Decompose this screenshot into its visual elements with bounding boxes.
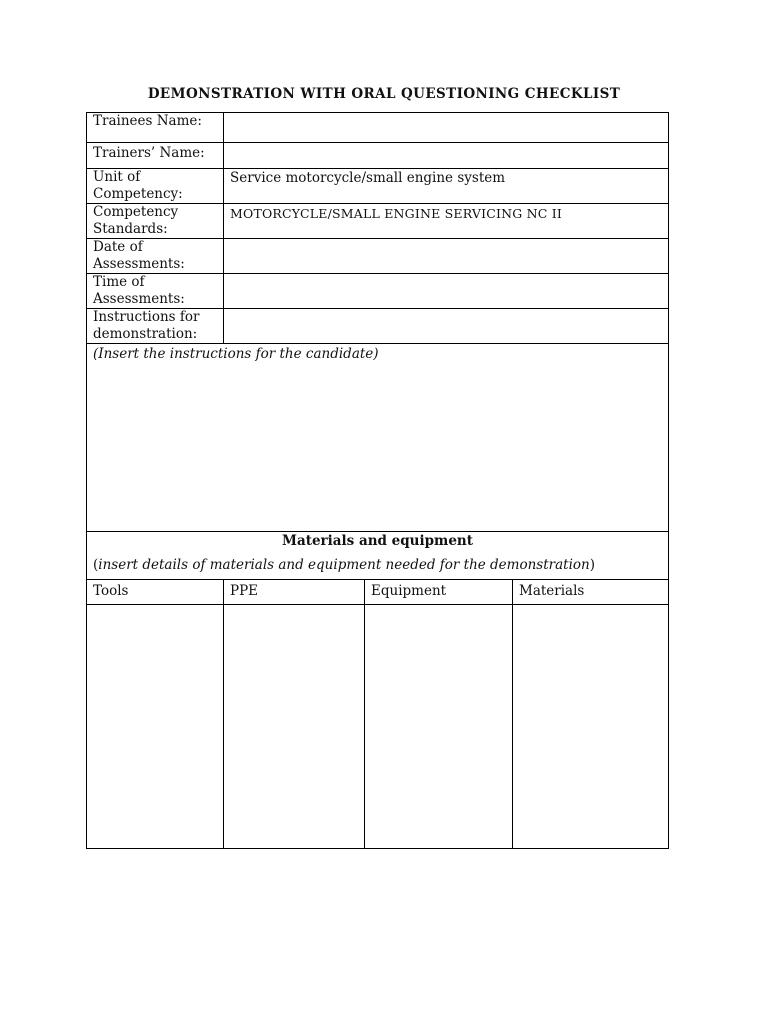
standards-label-line-2: Standards: xyxy=(93,221,168,237)
unit-label-line-1: Unit of xyxy=(93,169,141,185)
trainee-name-row xyxy=(87,113,669,143)
column-header-materials: Materials xyxy=(513,580,669,605)
checklist-table xyxy=(86,112,669,849)
standards-label-line-1: Competency xyxy=(93,204,179,220)
tools-cell[interactable] xyxy=(87,605,224,849)
equipment-cell[interactable] xyxy=(365,605,513,849)
trainer-name-row xyxy=(87,143,669,169)
materials-header xyxy=(87,532,669,580)
competency-standards-row xyxy=(87,204,669,239)
instructions-label xyxy=(87,309,224,344)
instructions-label-line-2: demonstration: xyxy=(93,326,198,342)
time-of-assessment-row xyxy=(87,274,669,309)
date-label-line-1: Date of xyxy=(93,239,143,255)
trainer-name-label: Trainers’ Name: xyxy=(87,143,224,169)
date-of-assessment-row xyxy=(87,239,669,274)
trainer-name-field[interactable] xyxy=(224,143,669,169)
materials-heading: Materials and equipment xyxy=(282,533,473,549)
time-label-line-1: Time of xyxy=(93,274,145,290)
instructions-row xyxy=(87,309,669,344)
materials-columns-row xyxy=(87,580,669,605)
unit-label-line-2: Competency: xyxy=(93,186,183,202)
unit-of-competency-row xyxy=(87,169,669,204)
instructions-field[interactable] xyxy=(224,309,669,344)
materials-note xyxy=(93,557,662,574)
competency-standards-field[interactable]: MOTORCYCLE/SMALL ENGINE SERVICING NC II xyxy=(224,204,669,239)
instructions-body-row xyxy=(87,344,669,532)
instructions-label-line-1: Instructions for xyxy=(93,309,200,325)
date-label-line-2: Assessments: xyxy=(93,256,185,272)
document-title: DEMONSTRATION WITH ORAL QUESTIONING CHECKLIST xyxy=(147,86,621,102)
date-of-assessment-label xyxy=(87,239,224,274)
trainee-name-field[interactable] xyxy=(224,113,669,143)
materials-cell[interactable] xyxy=(513,605,669,849)
unit-of-competency-field[interactable]: Service motorcycle/small engine system xyxy=(224,169,669,204)
materials-note-text: insert details of materials and equipment needed for the demonstration xyxy=(98,557,590,573)
time-of-assessment-label xyxy=(87,274,224,309)
column-header-equipment: Equipment xyxy=(365,580,513,605)
date-of-assessment-field[interactable] xyxy=(224,239,669,274)
unit-of-competency-label xyxy=(87,169,224,204)
materials-note-open: ( xyxy=(93,557,99,573)
column-header-ppe: PPE xyxy=(224,580,365,605)
trainee-name-label: Trainees Name: xyxy=(87,113,224,143)
materials-body-row xyxy=(87,605,669,849)
instructions-body-field[interactable]: (Insert the instructions for the candidate) xyxy=(87,344,669,532)
ppe-cell[interactable] xyxy=(224,605,365,849)
time-of-assessment-field[interactable] xyxy=(224,274,669,309)
materials-note-close: ) xyxy=(589,557,596,573)
competency-standards-label xyxy=(87,204,224,239)
time-label-line-2: Assessments: xyxy=(93,291,185,307)
materials-header-row xyxy=(87,532,669,580)
column-header-tools: Tools xyxy=(87,580,224,605)
